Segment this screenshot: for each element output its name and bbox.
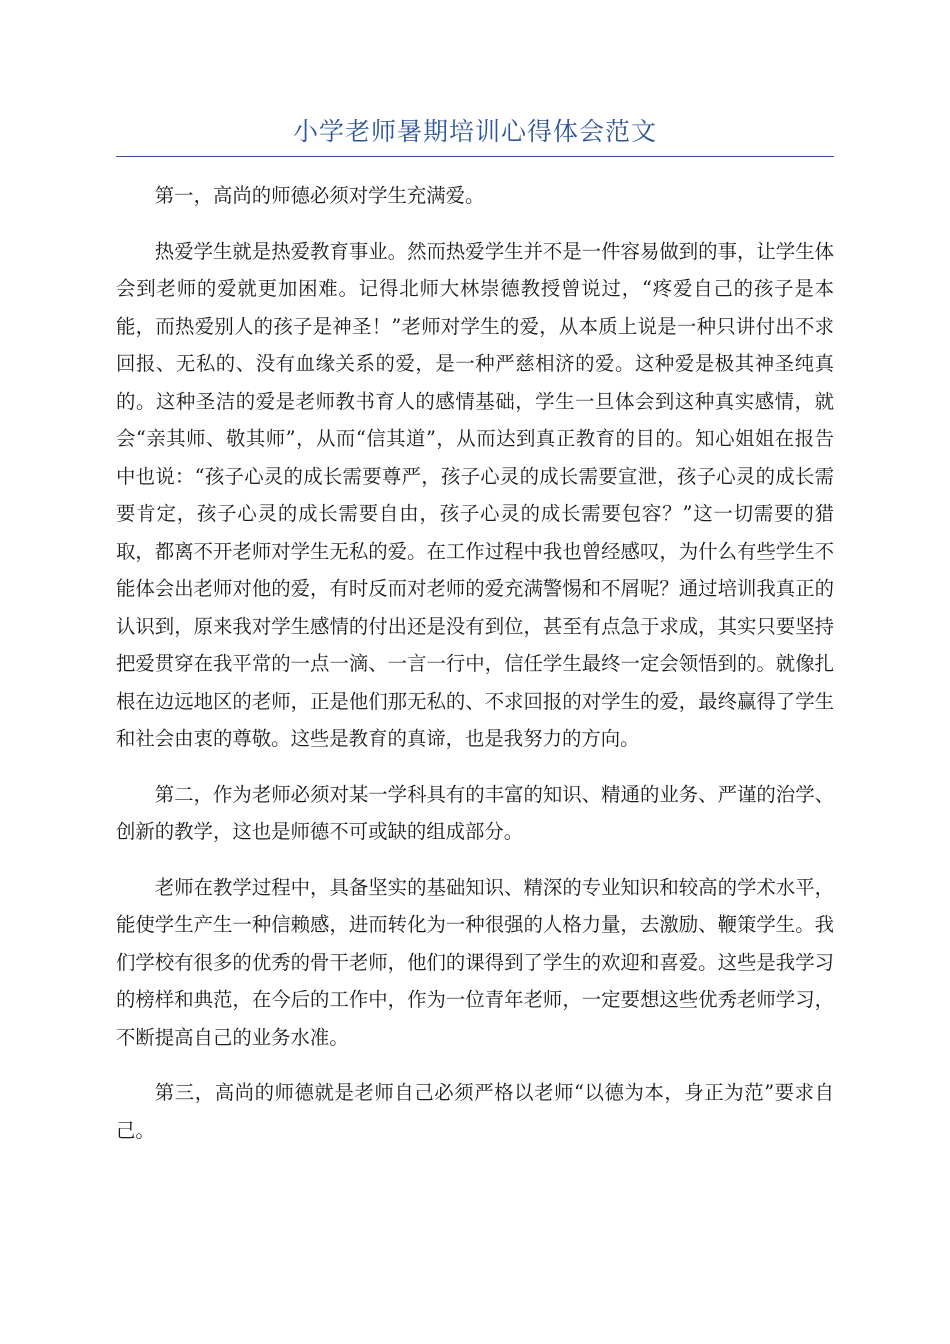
paragraph: 第二，作为老师必须对某一学科具有的丰富的知识、精通的业务、严谨的治学、创新的教学，这也是师德不可或缺的组成部分。 [116,782,834,843]
paragraph: 第三，高尚的师德就是老师自己必须严格以老师“以德为本，身正为范”要求自己。 [116,1081,834,1142]
document-page [116,112,834,1167]
document-body [116,177,834,1149]
paragraph: 热爱学生就是热爱教育事业。然而热爱学生并不是一件容易做到的事，让学生体会到老师的爱就更加困难。记得北师大林崇德教授曾说过，“疼爱自己的孩子是本能，而热爱别人的孩子是神圣！”老师对学生的爱，从本质上说是一种只讲付出不求回报、无私的、没有血缘关系的爱，是一种严慈相济的爱。这种爱是极其神圣纯真的。这种圣洁的爱是老师教书育人的感情基础，学生一旦体会到这种真实感情，就会“亲其师、敬其师”，从而“信其道”，从而达到真正教育的目的。知心姐姐在报告中也说：“孩子心灵的成长需要尊严，孩子心灵的成长需要宣泄，孩子心灵的成长需要肯定，孩子心灵的成长需要自由，孩子心灵的成长需要包容？”这一切需要的猎取，都离不开老师对学生无私的爱。在工作过程中我也曾经感叹，为什么有些学生不能体会出老师对他的爱，有时反而对老师的爱充满警惕和不屑呢？通过培训我真正的认识到，原来我对学生感情的付出还是没有到位，甚至有点急于求成，其实只要坚持把爱贯穿在我平常的一点一滴、一言一行中，信任学生最终一定会领悟到的。就像扎根在边远地区的老师，正是他们那无私的、不求回报的对学生的爱，最终赢得了学生和社会由衷的尊敬。这些是教育的真谛，也是我努力的方向。 [116,239,834,750]
paragraph: 老师在教学过程中，具备坚实的基础知识、精深的专业知识和较高的学术水平，能使学生产生一种信赖感，进而转化为一种很强的人格力量，去激励、鞭策学生。我们学校有很多的优秀的骨干老师，他们的课得到了学生的欢迎和喜爱。这些是我学习的榜样和典范，在今后的工作中，作为一位青年老师，一定要想这些优秀老师学习，不断提高自己的业务水准。 [116,875,834,1049]
paragraph: 第一，高尚的师德必须对学生充满爱。 [154,184,485,207]
title-block [116,112,834,157]
document-title: 小学老师暑期培训心得体会范文 [292,117,657,146]
